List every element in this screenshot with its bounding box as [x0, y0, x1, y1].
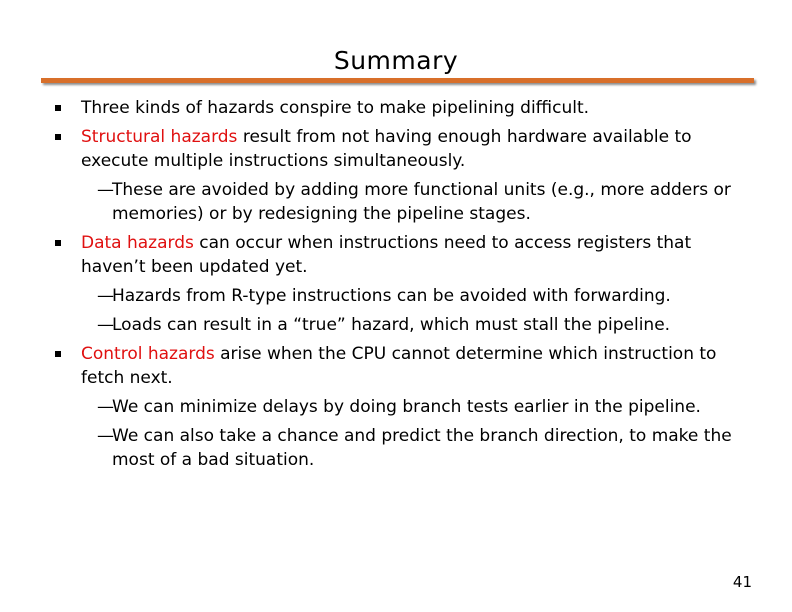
sub-bullet-item — [52, 313, 752, 337]
highlighted-term: Data hazards — [81, 233, 194, 253]
sub-bullet-item — [52, 395, 752, 419]
bullet-text: Three kinds of hazards conspire to make pipelining difficult. — [81, 98, 590, 118]
bullet-text: arise when the CPU cannot determine which instruction to fetch next. — [81, 344, 717, 388]
dash-marker: — — [97, 180, 114, 200]
square-bullet-icon — [55, 134, 61, 140]
slide-title: Summary — [333, 46, 459, 75]
bullet-item — [52, 342, 752, 390]
bullet-text: result from not having enough hardware available to execute multiple instructions simultaneously. — [81, 127, 692, 171]
highlighted-term: Control hazards — [81, 344, 215, 364]
dash-marker: — — [97, 426, 114, 446]
sub-bullet-item — [52, 178, 752, 226]
square-bullet-icon — [55, 240, 61, 246]
sub-bullet-item — [52, 424, 752, 472]
square-bullet-icon — [55, 105, 61, 111]
title-underline — [41, 78, 754, 83]
bullet-item — [52, 231, 752, 279]
dash-marker: — — [97, 397, 114, 417]
dash-marker: — — [97, 315, 114, 335]
dash-marker: — — [97, 286, 114, 306]
sub-bullet-item — [52, 284, 752, 308]
sub-bullet-text: Hazards from R-type instructions can be avoided with forwarding. — [112, 286, 671, 306]
square-bullet-icon — [55, 351, 61, 357]
bullet-item — [52, 125, 752, 173]
sub-bullet-text: We can minimize delays by doing branch tests earlier in the pipeline. — [112, 397, 701, 417]
page-number: 41 — [732, 573, 752, 591]
sub-bullet-text: We can also take a chance and predict the branch direction, to make the most of a bad situation. — [112, 426, 732, 470]
bullet-list — [52, 96, 752, 477]
bullet-text: can occur when instructions need to access registers that haven’t been updated yet. — [81, 233, 692, 277]
bullet-item — [52, 96, 752, 120]
sub-bullet-text: Loads can result in a “true” hazard, which must stall the pipeline. — [112, 315, 671, 335]
sub-bullet-text: These are avoided by adding more functional units (e.g., more adders or memories) or by redesigning the pipeline stages. — [112, 180, 731, 224]
highlighted-term: Structural hazards — [81, 127, 238, 147]
